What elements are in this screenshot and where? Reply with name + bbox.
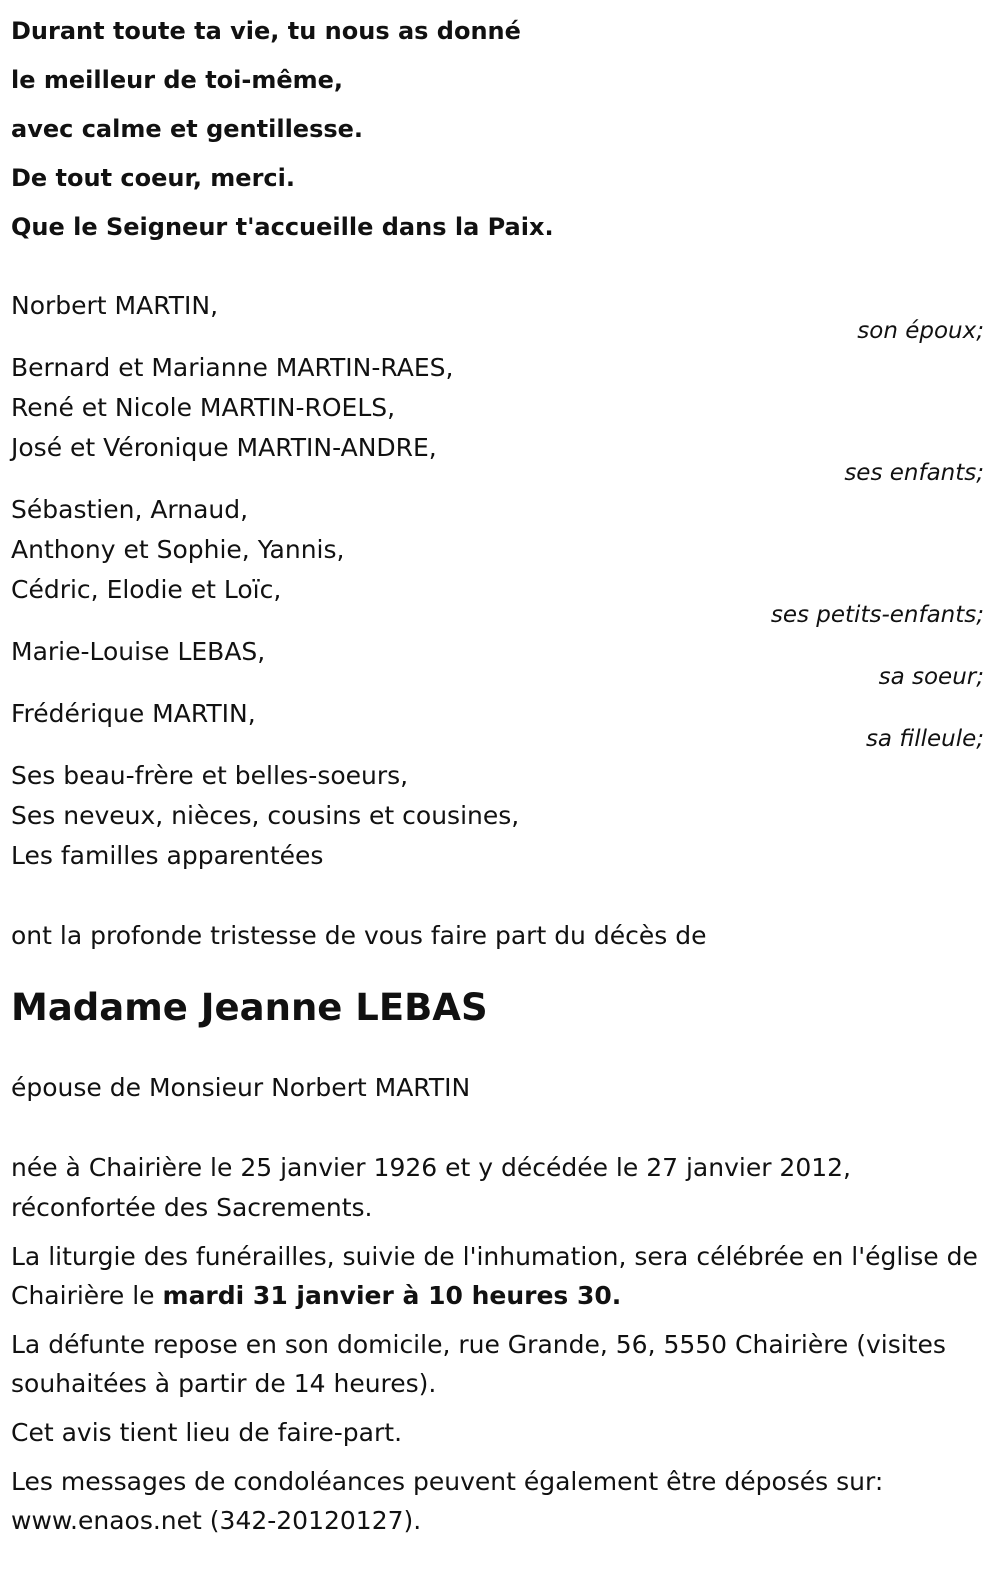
relation-label: son époux; xyxy=(857,318,984,344)
family-name: Norbert MARTIN, xyxy=(11,291,219,320)
family-group-spouse xyxy=(11,286,984,342)
obituary-notice xyxy=(11,0,984,1550)
relation-label: ses enfants; xyxy=(844,460,984,486)
poem-line: Durant toute ta vie, tu nous as donné xyxy=(11,17,521,45)
notice-text: Cet avis tient lieu de faire-part. xyxy=(11,1418,403,1447)
family-name: Sébastien, Arnaud, xyxy=(11,495,249,524)
poem-line: avec calme et gentillesse. xyxy=(11,115,364,143)
family-group-goddaughter xyxy=(11,694,984,750)
relation-label: sa soeur; xyxy=(878,664,984,690)
repose-text: La défunte repose en son domicile, rue Grande, 56, 5550 Chairière (visites souhaitées à partir de 14 heures). xyxy=(11,1330,946,1398)
family-group-others xyxy=(11,756,984,876)
funeral-text-before: La liturgie des funérailles, suivie de l'inhumation, sera célébrée en l'église de Chairière le xyxy=(11,1242,978,1310)
family-list xyxy=(11,286,984,876)
poem xyxy=(11,7,984,252)
sacraments-text: réconfortée des Sacrements. xyxy=(11,1193,373,1222)
family-group-children xyxy=(11,348,984,484)
condolences-text: Les messages de condoléances peuvent également être déposés sur: www.enaos.net (342-20120127). xyxy=(11,1467,884,1535)
family-name: Ses neveux, nièces, cousins et cousines, xyxy=(11,801,520,830)
family-name: René et Nicole MARTIN-ROELS, xyxy=(11,393,396,422)
spouse-line: épouse de Monsieur Norbert MARTIN xyxy=(11,1073,471,1102)
family-name: Marie-Louise LEBAS, xyxy=(11,637,266,666)
birth-death-text: née à Chairière le 25 janvier 1926 et y décédée le 27 janvier 2012, xyxy=(11,1153,851,1182)
relation-label: ses petits-enfants; xyxy=(770,602,984,628)
funeral-text xyxy=(11,1237,984,1315)
funeral-date: mardi 31 janvier à 10 heures 30. xyxy=(162,1281,622,1310)
family-group-grandchildren xyxy=(11,490,984,626)
family-name: Les familles apparentées xyxy=(11,841,324,870)
birth-death-block xyxy=(11,1148,984,1227)
family-name: Ses beau-frère et belles-soeurs, xyxy=(11,761,409,790)
deceased-name: Madame Jeanne LEBAS xyxy=(11,986,488,1029)
family-name: Anthony et Sophie, Yannis, xyxy=(11,535,345,564)
poem-line: De tout coeur, merci. xyxy=(11,164,295,192)
family-group-sister xyxy=(11,632,984,688)
family-name: José et Véronique MARTIN-ANDRE, xyxy=(11,433,437,462)
family-name: Cédric, Elodie et Loïc, xyxy=(11,575,282,604)
announcement-text: ont la profonde tristesse de vous faire part du décès de xyxy=(11,921,707,950)
poem-line: le meilleur de toi-même, xyxy=(11,66,344,94)
poem-line: Que le Seigneur t'accueille dans la Paix. xyxy=(11,213,554,241)
family-name: Bernard et Marianne MARTIN-RAES, xyxy=(11,353,454,382)
relation-label: sa filleule; xyxy=(865,726,984,752)
family-name: Frédérique MARTIN, xyxy=(11,699,256,728)
